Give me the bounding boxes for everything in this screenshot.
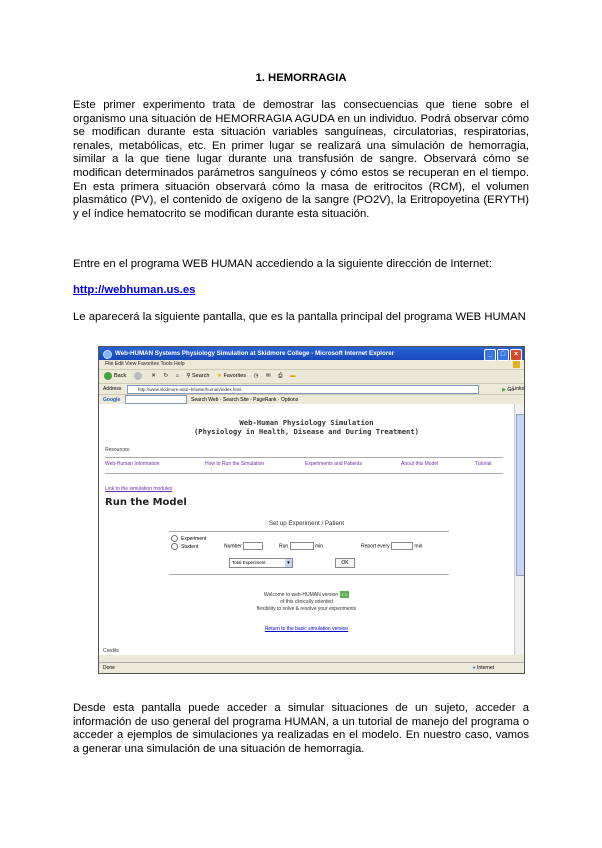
site-title-line2: (Physiology in Health, Disease and During Treatment): [193, 427, 420, 436]
ie-icon: [103, 350, 112, 359]
run-input[interactable]: [290, 542, 314, 550]
google-search-input[interactable]: [125, 395, 187, 404]
resource-link[interactable]: How to Run the Simulation: [205, 461, 265, 467]
divider: [105, 457, 503, 458]
site-title: [99, 418, 514, 436]
address-input[interactable]: http://www.skidmore.edu/~hfoster/human/index.html: [127, 385, 479, 394]
minimize-icon[interactable]: _: [484, 349, 496, 361]
resource-link[interactable]: About this Model: [401, 461, 439, 467]
google-label: Google: [103, 397, 121, 403]
number-field: Number: [224, 542, 263, 550]
divider: [169, 574, 449, 575]
folder-button[interactable]: ▬: [290, 373, 296, 379]
menu-items[interactable]: File Edit View Favorites Tools Help: [105, 361, 185, 367]
mail-button[interactable]: ✉: [265, 373, 271, 379]
setup-heading: Set up Experiment / Patient: [268, 520, 345, 527]
home-button[interactable]: ⌂: [175, 373, 179, 379]
status-bar: [99, 662, 524, 673]
address-bar: [99, 384, 524, 395]
forward-button[interactable]: [134, 370, 144, 383]
site-title-line1: Web-Human Physiology Simulation: [239, 418, 374, 427]
browser-menubar[interactable]: [99, 360, 524, 370]
go-arrow-icon: ▶: [502, 387, 506, 393]
history-button[interactable]: ◷: [253, 373, 259, 379]
resource-link[interactable]: Web-Human Information: [105, 461, 160, 467]
google-items[interactable]: Search Web · Search Site · PageRank · Options: [191, 397, 299, 403]
forward-arrow-icon: [134, 372, 142, 380]
zone-indicator: ● Internet: [472, 665, 494, 671]
maximize-icon[interactable]: □: [497, 349, 509, 361]
webhuman-link[interactable]: http://webhuman.us.es: [73, 284, 196, 296]
address-label: Address: [103, 386, 122, 392]
favorites-button[interactable]: ★ Favorites: [216, 373, 247, 379]
number-input[interactable]: [243, 542, 263, 550]
radio-circle: [171, 543, 178, 550]
search-icon: ⚲: [186, 373, 191, 379]
report-field: Report every min: [361, 543, 423, 550]
search-button[interactable]: ⚲ Search: [186, 373, 210, 379]
print-button[interactable]: ⎙: [278, 373, 283, 379]
enter-paragraph: Entre en el programa WEB HUMAN accediendo a la siguiente dirección de Internet:: [73, 258, 492, 270]
back-button[interactable]: Back: [104, 370, 126, 383]
scrollbar-thumb[interactable]: [516, 414, 525, 576]
globe-icon: ●: [472, 665, 476, 671]
screen-paragraph: Le aparecerá la siguiente pantalla, que es la pantalla principal del programa WEB HUMAN: [73, 311, 526, 323]
windows-logo-icon: [513, 361, 520, 368]
welcome-text: Welcome to web-HUMAN version 1.0 of this clinically oriented flexibility to solve & resolve your experiments: [256, 592, 357, 612]
star-icon: ★: [216, 373, 222, 379]
go-button[interactable]: ▶ Go: [502, 387, 514, 393]
browser-titlebar: [99, 347, 524, 360]
status-text: Done: [103, 665, 115, 671]
radio-student[interactable]: Student: [171, 543, 206, 551]
chevron-down-icon: ▼: [286, 560, 291, 565]
resources-label: Resources:: [105, 447, 131, 453]
links-label[interactable]: Links: [512, 386, 524, 392]
closing-paragraph: Desde esta pantalla puede acceder a simular situaciones de un sujeto, acceder a información de uso general del programa HUMAN, a un tutorial de manejo del programa o acceder a ejemplos de simulaciones ya realizadas en el modelo. En nuestro caso, vamos a generar una simulación de una situación de hemorragia.: [73, 702, 529, 755]
page-heading: 1. HEMORRAGIA: [255, 72, 347, 84]
credits-label[interactable]: Credits: [103, 648, 119, 654]
close-icon[interactable]: ×: [510, 349, 522, 361]
vertical-scrollbar[interactable]: [514, 404, 524, 655]
refresh-button[interactable]: ↻: [163, 373, 169, 379]
radio-experiment[interactable]: Experiment: [171, 535, 206, 543]
radio-circle: [171, 535, 178, 542]
divider: [105, 473, 503, 474]
resource-link[interactable]: Experiments and Patients: [305, 461, 362, 467]
simulation-modules-link[interactable]: Link to the simulation modules: [105, 486, 173, 492]
version-badge: 1.0: [341, 592, 348, 597]
basic-version-link[interactable]: Return to the basic simulation version: [264, 626, 349, 632]
experiment-select[interactable]: Total Experiment ▼: [229, 558, 293, 568]
divider: [169, 531, 449, 532]
browser-toolbar: [99, 370, 524, 384]
ok-button[interactable]: OK: [335, 558, 355, 568]
browser-title: Web-HUMAN Systems Physiology Simulation at Skidmore College - Microsoft Internet Explorer: [115, 350, 395, 357]
page-content: [99, 404, 514, 655]
stop-button[interactable]: ✕: [151, 373, 156, 379]
intro-paragraph: Este primer experimento trata de demostrar las consecuencias que tiene sobre el organismo una situación de HEMORRAGIA AGUDA en un individuo. Podrá observar cómo se modifican durante esta situación variables sanguíneas, circulatorias, respiratorias, renales, metabólicas, etc. En primer lugar se realizará una simulación de hemorragia, similar a la que tiene lugar durante una transfusión de sangre. Observará cómo se modifican determinados parámetros sanguíneos y cómo estos se recuperan en el tiempo. En esta primera situación observará cómo la masa de eritrocitos (RCM), el volumen plasmático (PV), el contenido de oxígeno de la sangre (PO2V), la Eritropoyetina (ERYTH) y el índice hematocrito se modifican durante esta situación.: [73, 99, 529, 220]
mode-radios: [171, 535, 206, 551]
resource-link[interactable]: Tutorial: [475, 461, 492, 467]
back-arrow-icon: [104, 372, 112, 380]
run-field: Run min: [279, 543, 324, 550]
browser-screenshot: [98, 346, 525, 674]
report-input[interactable]: [391, 542, 413, 550]
run-model-heading: Run the Model: [105, 497, 187, 508]
